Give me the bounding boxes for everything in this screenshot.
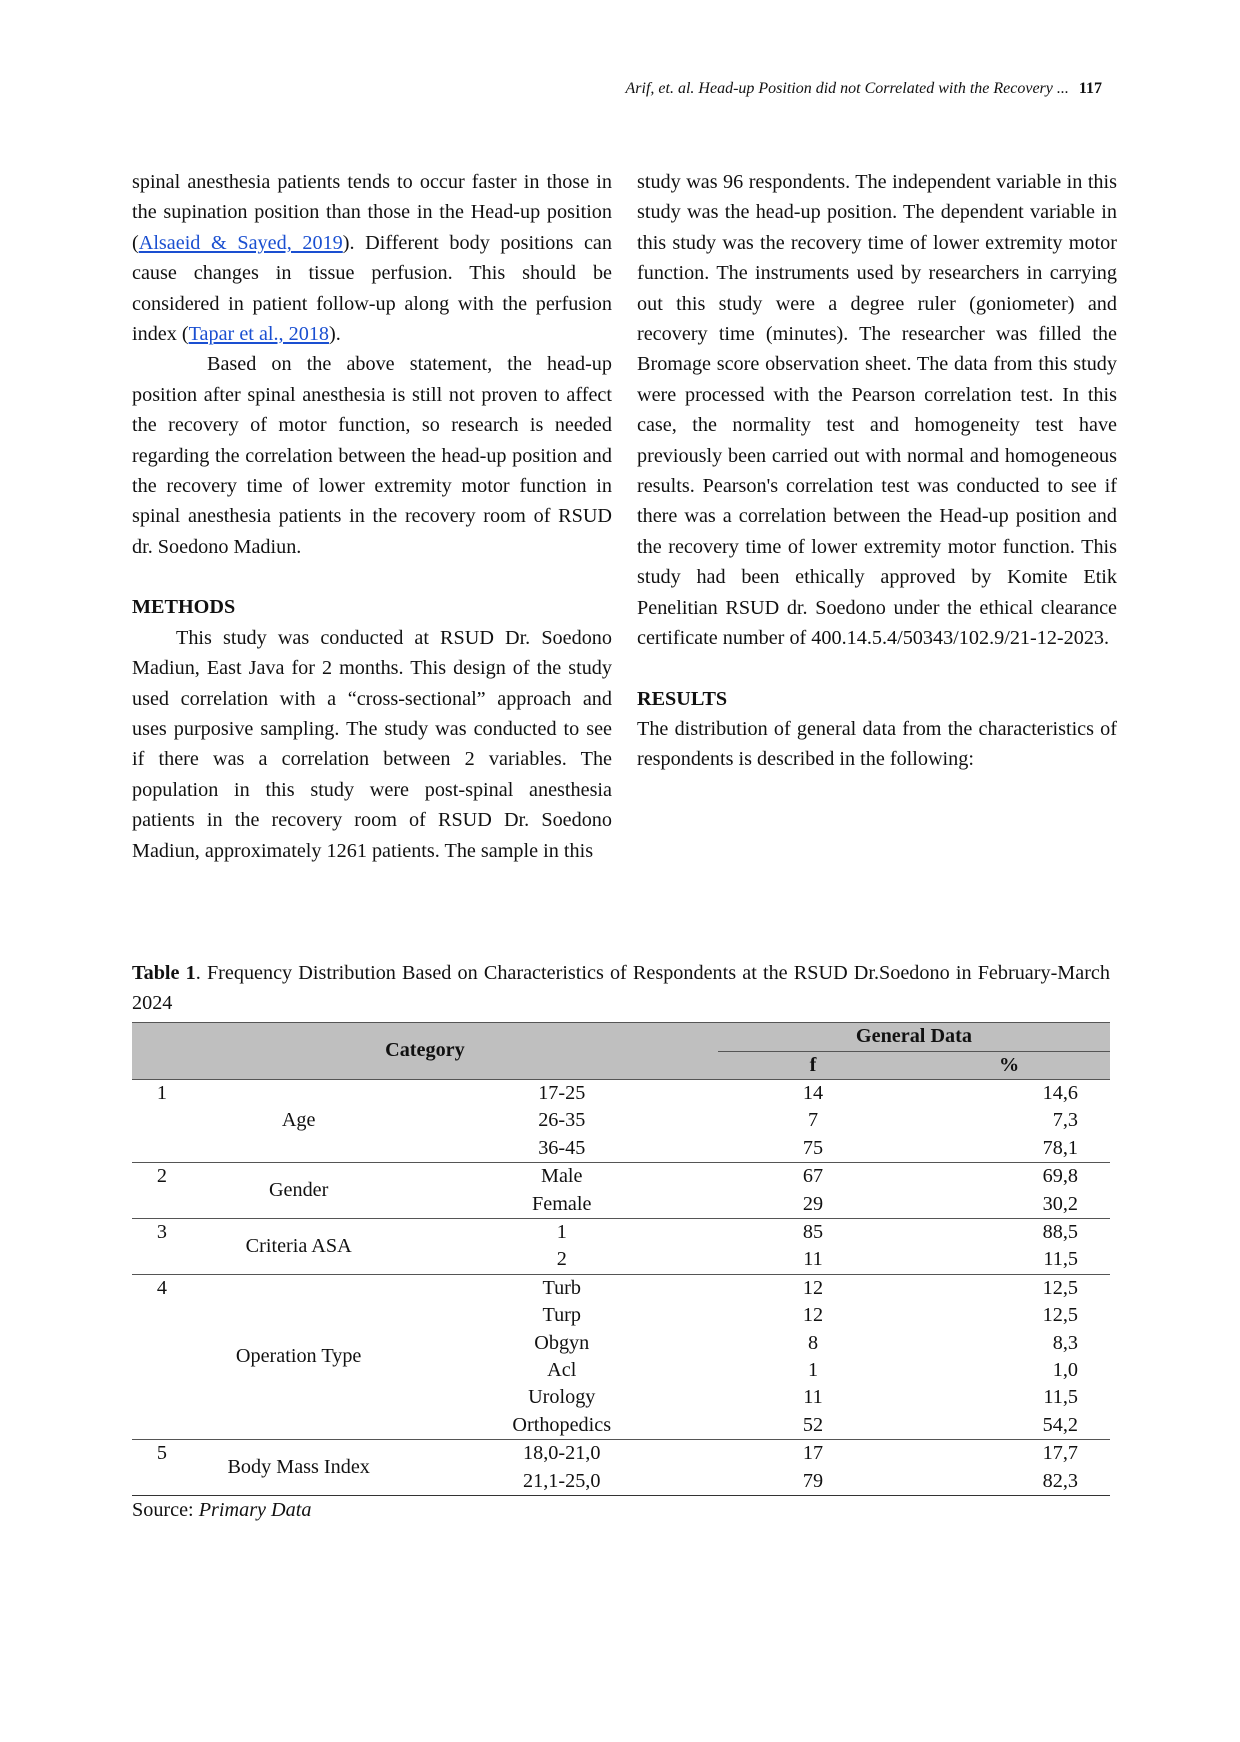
frequency-cell: 85	[802, 1221, 824, 1244]
results-heading: RESULTS	[637, 687, 728, 710]
group-name: Gender	[268, 1178, 329, 1201]
table-caption	[132, 958, 1110, 1019]
percent-cell: 8,3	[1052, 1331, 1078, 1354]
table-row	[132, 1440, 1110, 1468]
left-column	[132, 167, 612, 866]
citation-alsaeid-link[interactable]: Alsaeid & Sayed, 2019	[138, 231, 343, 254]
subcategory-cell: Turp	[542, 1304, 582, 1327]
table-row	[132, 1219, 1110, 1247]
percent-cell: 78,1	[1042, 1136, 1078, 1159]
table-row	[132, 1080, 1110, 1108]
subcategory-cell: Turb	[542, 1276, 582, 1299]
frequency-cell: 11	[803, 1248, 823, 1271]
running-header	[626, 80, 1102, 98]
running-title: Arif, et. al. Head-up Position did not Correlated with the Recovery ...	[625, 80, 1069, 97]
frequency-cell: 67	[802, 1165, 824, 1188]
group-number: 3	[156, 1221, 167, 1244]
group-number: 4	[156, 1276, 167, 1299]
frequency-cell: 8	[807, 1331, 819, 1354]
group-number: 2	[156, 1165, 167, 1188]
statement-paragraph: Based on the above statement, the head-up position after spinal anesthesia is still not proven to affect the recovery of motor function, so research is needed regarding the correlation between the head-up position and the recovery time of lower extremity motor function in spinal anesthesia patients in the recovery room of RSUD dr. Soedono Madiun.	[132, 353, 612, 558]
table-row	[132, 1163, 1110, 1191]
percent-cell: 11,5	[1043, 1386, 1078, 1409]
percent-cell: 17,7	[1042, 1442, 1078, 1465]
methods-heading: METHODS	[132, 596, 236, 619]
group-name: Body Mass Index	[227, 1455, 370, 1478]
frequency-cell: 12	[802, 1276, 824, 1299]
subcategory-cell: Orthopedics	[512, 1413, 612, 1436]
percent-cell: 54,2	[1042, 1413, 1078, 1436]
group-number: 5	[156, 1442, 167, 1465]
table-header-row	[132, 1023, 1110, 1052]
header-general-data: General Data	[718, 1023, 1110, 1052]
frequency-cell: 1	[807, 1359, 819, 1382]
table-row	[132, 1274, 1110, 1302]
table-body	[132, 1080, 1110, 1496]
subcategory-cell: Urology	[528, 1386, 596, 1409]
frequency-cell: 52	[802, 1413, 824, 1436]
group-name: Operation Type	[235, 1345, 362, 1368]
page-number: 117	[1078, 80, 1102, 97]
group-name: Criteria ASA	[245, 1234, 352, 1257]
percent-cell: 12,5	[1042, 1304, 1078, 1327]
subcategory-cell: 17-25	[538, 1082, 586, 1104]
methods-paragraph: This study was conducted at RSUD Dr. Soedono Madiun, East Java for 2 months. This design of the study used correlation with a “cross-sectional” approach and uses purposive sampling. The study was conducted to see if there was a correlation between 2 variables. The population in this study were post-spinal anesthesia patients in the recovery room of RSUD Dr. Soedono Madiun, approximately 1261 patients. The sample in this	[132, 626, 612, 862]
subcategory-cell: Acl	[547, 1359, 577, 1382]
percent-cell: 7,3	[1052, 1109, 1078, 1132]
group-name: Age	[281, 1109, 316, 1132]
source-label: Source:	[132, 1499, 199, 1521]
percent-cell: 1,0	[1052, 1359, 1078, 1382]
header-percent: %	[908, 1051, 1110, 1080]
subcategory-cell: 1	[556, 1221, 567, 1244]
table-source	[132, 1495, 311, 1525]
percent-cell: 12,5	[1042, 1276, 1078, 1299]
subcategory-cell: 18,0-21,0	[523, 1442, 601, 1465]
percent-cell: 82,3	[1042, 1469, 1078, 1492]
methods-continued-paragraph: study was 96 respondents. The independent variable in this study was the head-up position. The dependent variable in this study was the recovery time of lower extremity motor function. The instruments used by researchers in carrying out this study were a degree ruler (goniometer) and recovery time (minutes). The researcher was filled the Bromage score observation sheet. The data from this study were processed with the Pearson correlation test. In this case, the normality test and homogeneity test have previously been carried out with normal and homogeneous results. Pearson's correlation test was conducted to see if there was a correlation between the Head-up position and the recovery time of lower extremity motor function. This study had been ethically approved by Komite Etik Penelitian RSUD dr. Soedono under the ethical clearance certificate number of 400.14.5.4/50343/102.9/21-12-2023.	[637, 171, 1117, 650]
results-paragraph: The distribution of general data from the characteristics of respondents is described in the following:	[637, 717, 1117, 771]
header-f: f	[718, 1051, 908, 1080]
right-column	[637, 167, 1117, 775]
subcategory-cell: Male	[541, 1165, 583, 1188]
subcategory-cell: 36-45	[538, 1136, 586, 1159]
frequency-cell: 17	[802, 1442, 824, 1465]
percent-cell: 69,8	[1042, 1165, 1078, 1188]
frequency-cell: 29	[802, 1192, 824, 1215]
intro-text-c: ).	[329, 323, 341, 346]
subcategory-cell: 2	[556, 1248, 567, 1271]
percent-cell: 88,5	[1042, 1221, 1078, 1244]
frequency-cell: 75	[802, 1136, 824, 1159]
frequency-cell: 14	[802, 1082, 824, 1104]
percent-cell: 14,6	[1042, 1082, 1078, 1104]
table-caption-text: . Frequency Distribution Based on Characteristics of Respondents at the RSUD Dr.Soedono in February-March 2024	[132, 962, 1110, 1015]
header-category: Category	[132, 1023, 718, 1080]
percent-cell: 30,2	[1042, 1192, 1078, 1215]
intro-paragraph	[132, 167, 612, 349]
percent-cell: 11,5	[1043, 1248, 1078, 1271]
subcategory-cell: Obgyn	[534, 1331, 590, 1354]
frequency-cell: 79	[802, 1469, 824, 1492]
subcategory-cell: Female	[532, 1192, 592, 1215]
intro-text-b: ). Different body positions can cause changes in tissue perfusion. This should be considered in patient follow-up along with the perfusion index (	[132, 231, 612, 346]
intro-text-a: spinal anesthesia patients tends to occur faster in those in the supination position than those in the Head-up position (	[132, 171, 612, 254]
citation-tapar-link[interactable]: Tapar et al., 2018	[188, 323, 330, 346]
source-value: Primary Data	[198, 1499, 312, 1521]
frequency-cell: 7	[807, 1109, 819, 1132]
subcategory-cell: 21,1-25,0	[523, 1469, 601, 1492]
respondent-characteristics-table	[132, 1022, 1110, 1496]
frequency-cell: 11	[803, 1386, 823, 1409]
group-number: 1	[156, 1082, 167, 1104]
subcategory-cell: 26-35	[538, 1109, 586, 1132]
table-caption-label: Table 1	[132, 962, 196, 984]
frequency-cell: 12	[802, 1304, 824, 1327]
